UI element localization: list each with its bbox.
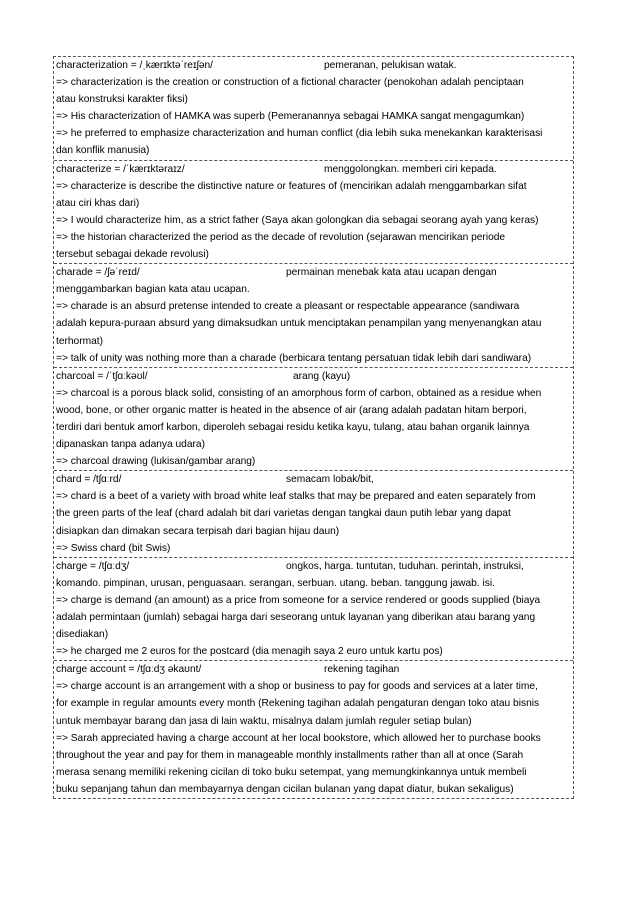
entry-text-line: disediakan)	[56, 629, 109, 641]
entry-text-line: adalah permintaan (jumlah) sebagai harga dari seseorang untuk layanan yang diberikan atau barang yang	[56, 612, 536, 623]
glossary-entry	[54, 57, 573, 160]
entry-term: chard = /tʃɑːrd/	[56, 474, 122, 486]
entry-text-line: atau konstruksi karakter fiksi)	[56, 94, 188, 106]
entry-text-line: => he preferred to emphasize characterization and human conflict (dia lebih suka menekankan karakterisasi	[56, 128, 543, 140]
glossary-entry	[54, 367, 573, 471]
entry-text-line: => talk of unity was nothing more than a charade (berbicara tentang persatuan tidak lebih dari sandiwara)	[56, 352, 532, 364]
entry-text-line: => His characterization of HAMKA was superb (Pemeranannya sebagai HAMKA sangat mengagumkan)	[56, 111, 525, 123]
entry-text-line: => charcoal drawing (lukisan/gambar arang)	[56, 456, 256, 468]
glossary-entry	[54, 263, 573, 367]
entry-text-line: => the historian characterized the period as the decade of revolution (sejarawan mencirikan periode	[56, 231, 506, 243]
entry-text-line: the green parts of the leaf (chard adalah bit dari varietas dengan tangkai daun putih lebar yang dapat	[56, 508, 511, 520]
entry-header	[56, 471, 571, 488]
entry-text-line: untuk membayar barang dan jasa di lain waktu, misalnya dalam jumlah reguler setiap bulan)	[56, 715, 472, 727]
glossary-entry	[54, 660, 573, 798]
glossary-entry	[54, 470, 573, 556]
entry-term: charge account = /tʃɑːdʒ əkaʊnt/	[56, 664, 202, 676]
entry-meaning: rekening tagihan	[324, 664, 400, 676]
entry-text-line: disiapkan dan dimakan secara terpisah dari bagian hijau daun)	[56, 525, 340, 537]
entry-text-line: => charcoal is a porous black solid, consisting of an amorphous form of carbon, obtained as a residue when	[56, 387, 542, 399]
glossary-entry	[54, 557, 573, 661]
entry-text-line: terdiri dari bentuk amorf karbon, diperoleh sebagai residu ketika kayu, tulang, atau bahan organik lainnya	[56, 421, 530, 433]
entry-meaning: menggolongkan. memberi ciri kepada.	[324, 163, 497, 175]
entry-text-line: adalah kepura-puraan absurd yang dimaksudkan untuk menciptakan penampilan yang menyenangkan atau	[56, 318, 542, 330]
entry-text-line: throughout the year and pay for them in manageable monthly installments rather than all at once (Sarah	[56, 749, 524, 761]
entry-term: characterize = /ˈkærɪktəraɪz/	[56, 163, 185, 175]
entry-text-line: wood, bone, or other organic matter is heated in the absence of air (arang adalah padatan hitam berpori,	[56, 404, 527, 416]
entry-text-line: tersebut sebagai dekade revolusi)	[56, 249, 209, 261]
entry-header	[56, 368, 571, 385]
entry-text-line: dipanaskan tanpa adanya udara)	[56, 439, 205, 451]
glossary-entry	[54, 160, 573, 264]
entry-text-line: => Swiss chard (bit Swis)	[56, 542, 171, 554]
entry-meaning: pemeranan, pelukisan watak.	[324, 60, 457, 71]
entry-term: charcoal = /ˈtʃɑːkəʊl/	[56, 370, 148, 382]
entry-meaning: arang (kayu)	[293, 370, 351, 382]
entry-text-line: merasa senang memiliki rekening cicilan di toko buku setempat, yang memungkinkannya untuk membeli	[56, 766, 527, 778]
entry-text-line: dan konflik manusia)	[56, 145, 150, 157]
entry-meaning: semacam lobak/bit,	[286, 474, 374, 486]
entry-text-line: => characterization is the creation or construction of a fictional character (penokohan adalah penciptaan	[56, 77, 524, 89]
entry-header	[56, 558, 571, 575]
entry-text-line: => he charged me 2 euros for the postcard (dia menagih saya 2 euro untuk kartu pos)	[56, 646, 443, 658]
entry-text-line: buku sepanjang tahun dan membayarnya dengan cicilan bulanan yang dapat diatur, bukan sekaligus)	[56, 783, 514, 795]
entry-text-line: atau ciri khas dari)	[56, 197, 140, 209]
entry-text-line: komando. pimpinan, urusan, penguasaan. serangan, serbuan. utang. beban. tanggung jawab. isi.	[56, 577, 495, 589]
entry-text-line: for example in regular amounts every month (Rekening tagihan adalah pengaturan dengan toko atau bisnis	[56, 698, 540, 710]
entry-header	[56, 161, 571, 178]
entry-header	[56, 57, 571, 74]
entry-term: charade = /ʃəˈreɪd/	[56, 267, 140, 279]
entry-text-line: menggambarkan bagian kata atau ucapan.	[56, 284, 250, 296]
entry-text-line: terhormat)	[56, 335, 103, 347]
entry-text-line: => charge is demand (an amount) as a price from someone for a service rendered or goods supplied (biaya	[56, 594, 541, 606]
entry-text-line: => Sarah appreciated having a charge account at her local bookstore, which allowed her to purchase books	[56, 732, 541, 744]
entry-text-line: => charge account is an arrangement with a shop or business to pay for goods and services at a later time,	[56, 681, 538, 693]
entry-header	[56, 661, 571, 678]
entry-term: charge = /tʃɑːdʒ/	[56, 560, 130, 572]
glossary-table	[53, 56, 574, 799]
entry-text-line: => characterize is describe the distinctive nature or features of (mencirikan adalah menggambarkan sifat	[56, 180, 527, 192]
entry-meaning: ongkos, harga. tuntutan, tuduhan. perintah, instruksi,	[286, 560, 524, 572]
entry-meaning: permainan menebak kata atau ucapan dengan	[286, 267, 497, 279]
entry-text-line: => chard is a beet of a variety with broad white leaf stalks that may be prepared and eaten separately from	[56, 491, 536, 503]
entry-text-line: => charade is an absurd pretense intended to create a pleasant or respectable appearance (sandiwara	[56, 301, 520, 313]
entry-header	[56, 264, 571, 281]
entry-text-line: => I would characterize him, as a strict father (Saya akan golongkan dia sebagai seorang ayah yang keras)	[56, 214, 539, 226]
entry-term: characterization = /ˌkærɪktəˈreɪʃən/	[56, 60, 214, 71]
